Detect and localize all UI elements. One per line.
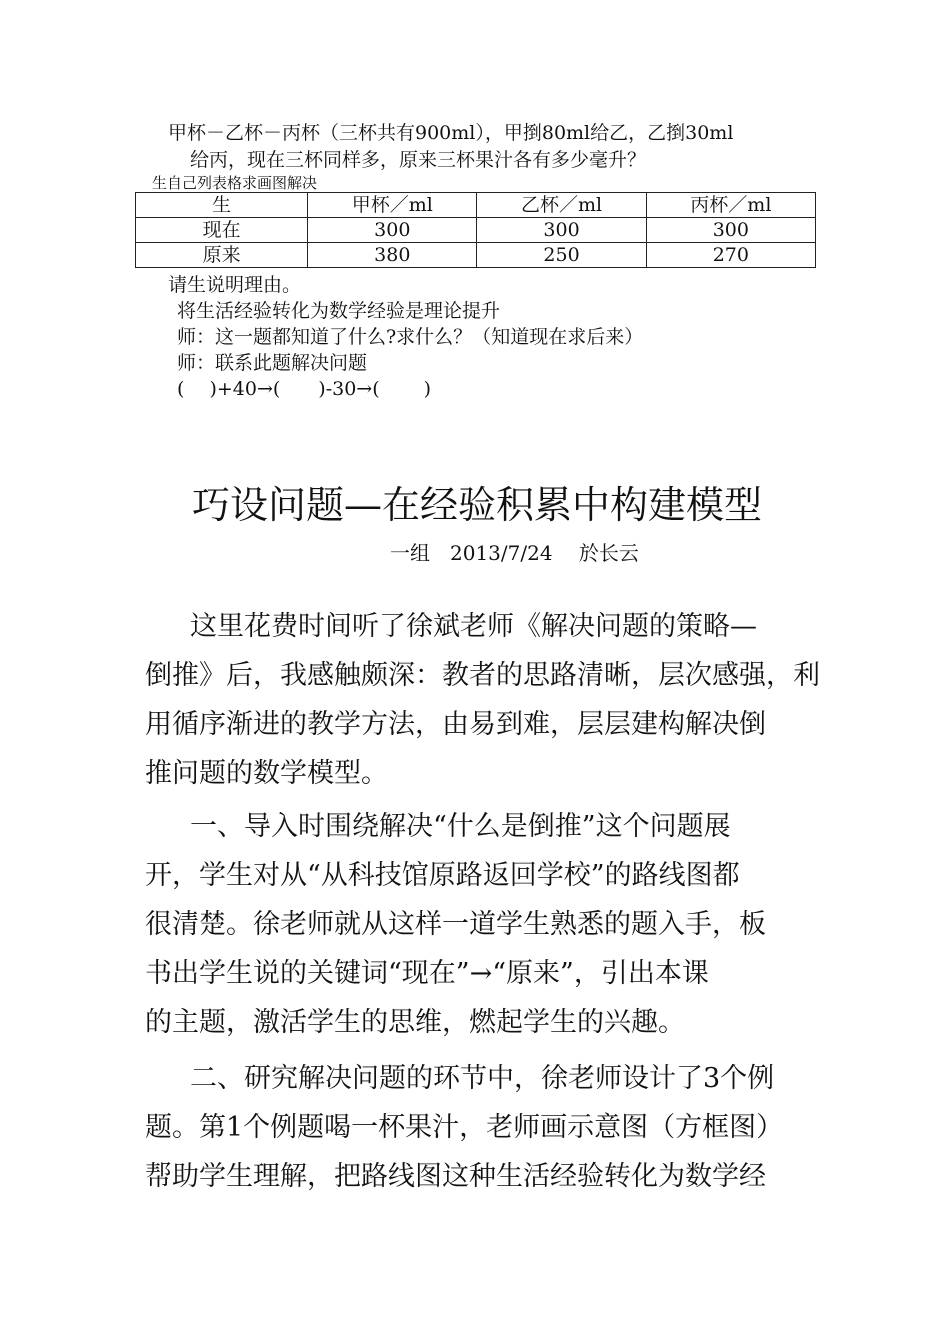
article-title: 巧设问题—在经验积累中构建模型 bbox=[192, 483, 763, 527]
paragraph-line: 题。第1个例题喝一杯果汁，老师画示意图（方框图） bbox=[145, 1112, 784, 1143]
table-cell: 原来 bbox=[136, 243, 308, 268]
table-cell: 380 bbox=[308, 243, 477, 268]
article-paragraph bbox=[145, 602, 820, 798]
paragraph-line: 开，学生对从“从科技馆原路返回学校”的路线图都 bbox=[145, 860, 740, 891]
paragraph-line: 二、研究解决问题的环节中，徐老师设计了3个例 bbox=[190, 1063, 775, 1094]
paragraph-line: 用循序渐进的教学方法，由易到难，层层建构解决倒 bbox=[145, 709, 766, 740]
article-paragraph bbox=[145, 1054, 810, 1201]
table-cell: 现在 bbox=[136, 218, 308, 243]
paragraph-line: 书出学生说的关键词“现在”→“原来”，引出本课 bbox=[145, 958, 709, 989]
paragraph-line: 倒推》后，我感触颇深：教者的思路清晰，层次感强，利 bbox=[145, 660, 820, 691]
table-cell: 250 bbox=[477, 243, 646, 268]
article-byline: 一组 2013/7/24 於长云 bbox=[390, 541, 639, 565]
paragraph-line: 推问题的数学模型。 bbox=[145, 758, 388, 789]
article-paragraph bbox=[145, 802, 810, 1047]
table-instruction: 生自己列表格求画图解决 bbox=[152, 174, 318, 192]
table-header-cell: 丙杯／ml bbox=[646, 193, 815, 218]
table-cell: 270 bbox=[646, 243, 815, 268]
note-line: 将生活经验转化为数学经验是理论提升 bbox=[177, 300, 501, 322]
paragraph-line: 一、导入时围绕解决“什么是倒推”这个问题展 bbox=[190, 811, 731, 842]
juice-table bbox=[135, 192, 816, 268]
paragraph-line: 这里花费时间听了徐斌老师《解决问题的策略— bbox=[190, 611, 757, 642]
table-cell: 300 bbox=[477, 218, 646, 243]
note-line: 请生说明理由。 bbox=[168, 274, 302, 296]
equation-line: ( )+40→( )-30→( ) bbox=[177, 378, 432, 400]
table-header-row bbox=[136, 193, 816, 218]
paragraph-line: 帮助学生理解，把路线图这种生活经验转化为数学经 bbox=[145, 1161, 766, 1192]
problem-line-1: 甲杯－乙杯－丙杯（三杯共有900ml），甲捯80ml给乙，乙捯30ml bbox=[168, 122, 734, 144]
paragraph-line: 的主题，激活学生的思维，燃起学生的兴趣。 bbox=[145, 1007, 685, 1038]
paragraph-line: 很清楚。徐老师就从这样一道学生熟悉的题入手，板 bbox=[145, 909, 766, 940]
table-cell: 300 bbox=[646, 218, 815, 243]
table-header-cell: 乙杯／ml bbox=[477, 193, 646, 218]
table-cell: 300 bbox=[308, 218, 477, 243]
note-line: 师：这一题都知道了什么?求什么？（知道现在求后来） bbox=[177, 326, 644, 348]
note-line: 师：联系此题解决问题 bbox=[177, 352, 368, 374]
table-header-cell: 甲杯／ml bbox=[308, 193, 477, 218]
table-row bbox=[136, 243, 816, 268]
problem-line-2: 给丙，现在三杯同样多，原来三杯果汁各有多少毫升？ bbox=[190, 149, 647, 171]
table-header-cell: 生 bbox=[136, 193, 308, 218]
table-row bbox=[136, 218, 816, 243]
